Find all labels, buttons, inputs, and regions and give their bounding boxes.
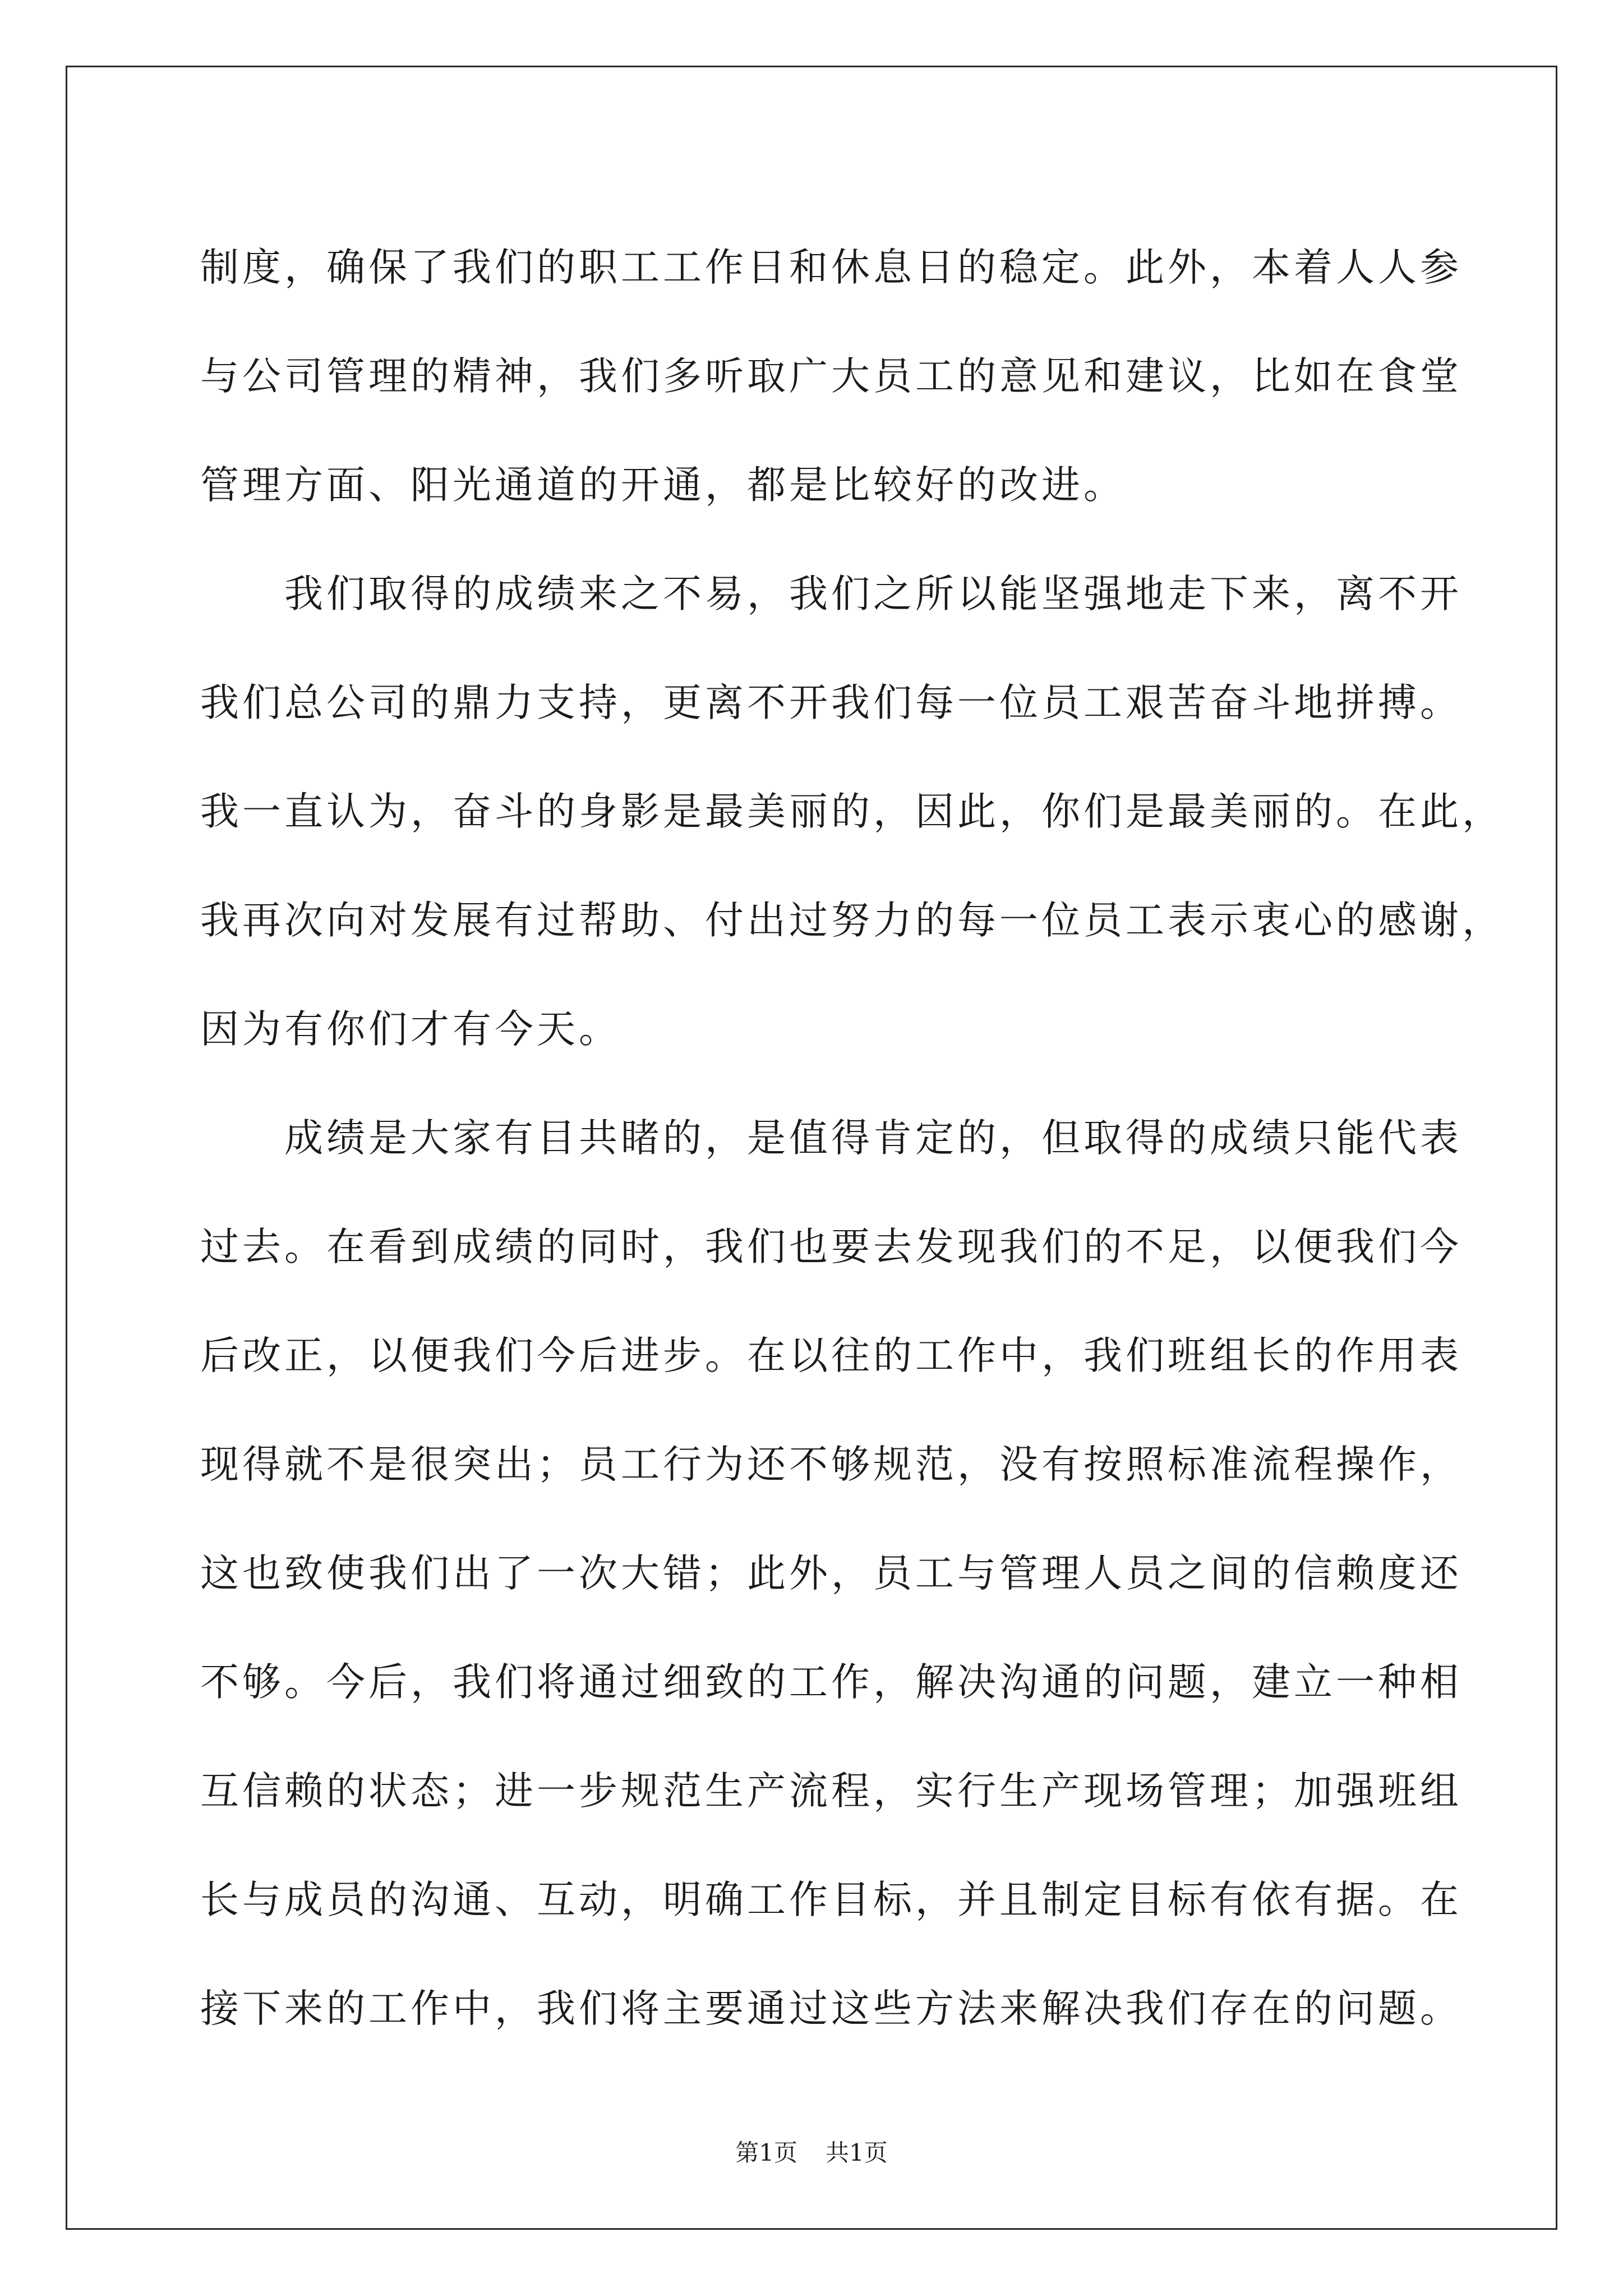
page-number-total: 共1页	[826, 2139, 888, 2166]
text-line: 因为有你们才有今天。	[200, 1007, 621, 1052]
text-line: 我再次向对发展有过帮助、付出过努力的每一位员工表示衷心的感谢，	[200, 898, 1504, 943]
text-line: 我们总公司的鼎力支持，更离不开我们每一位员工艰苦奋斗地拼搏。	[200, 680, 1462, 725]
page-number-current: 第1页	[735, 2139, 797, 2166]
text-line: 后改正，以便我们今后进步。在以往的工作中，我们班组长的作用表	[200, 1333, 1462, 1378]
text-line: 长与成员的沟通、互动，明确工作目标，并且制定目标有依有据。在	[200, 1878, 1462, 1922]
text-line: 接下来的工作中，我们将主要通过这些方法来解决我们存在的问题。	[200, 1986, 1462, 2031]
text-line: 这也致使我们出了一次大错；此外，员工与管理人员之间的信赖度还	[200, 1551, 1462, 1596]
text-line: 现得就不是很突出；员工行为还不够规范，没有按照标准流程操作，	[200, 1442, 1462, 1487]
text-line: 过去。在看到成绩的同时，我们也要去发现我们的不足，以便我们今	[200, 1225, 1462, 1269]
text-line: 我们取得的成绩来之不易，我们之所以能坚强地走下来，离不开	[200, 572, 1462, 616]
page-footer	[0, 2136, 1623, 2170]
text-line: 不够。今后，我们将通过细致的工作，解决沟通的问题，建立一种相	[200, 1660, 1462, 1705]
document-body	[200, 213, 1504, 2063]
text-line: 我一直认为，奋斗的身影是最美丽的，因此，你们是最美丽的。在此，	[200, 789, 1504, 834]
text-line: 互信赖的状态；进一步规范生产流程，实行生产现场管理；加强班组	[200, 1769, 1462, 1814]
text-line: 与公司管理的精神，我们多听取广大员工的意见和建议，比如在食堂	[200, 354, 1462, 399]
text-line: 管理方面、阳光通道的开通，都是比较好的改进。	[200, 463, 1126, 508]
text-line: 成绩是大家有目共睹的，是值得肯定的，但取得的成绩只能代表	[200, 1116, 1462, 1161]
text-line: 制度，确保了我们的职工工作日和休息日的稳定。此外，本着人人参	[200, 245, 1462, 290]
